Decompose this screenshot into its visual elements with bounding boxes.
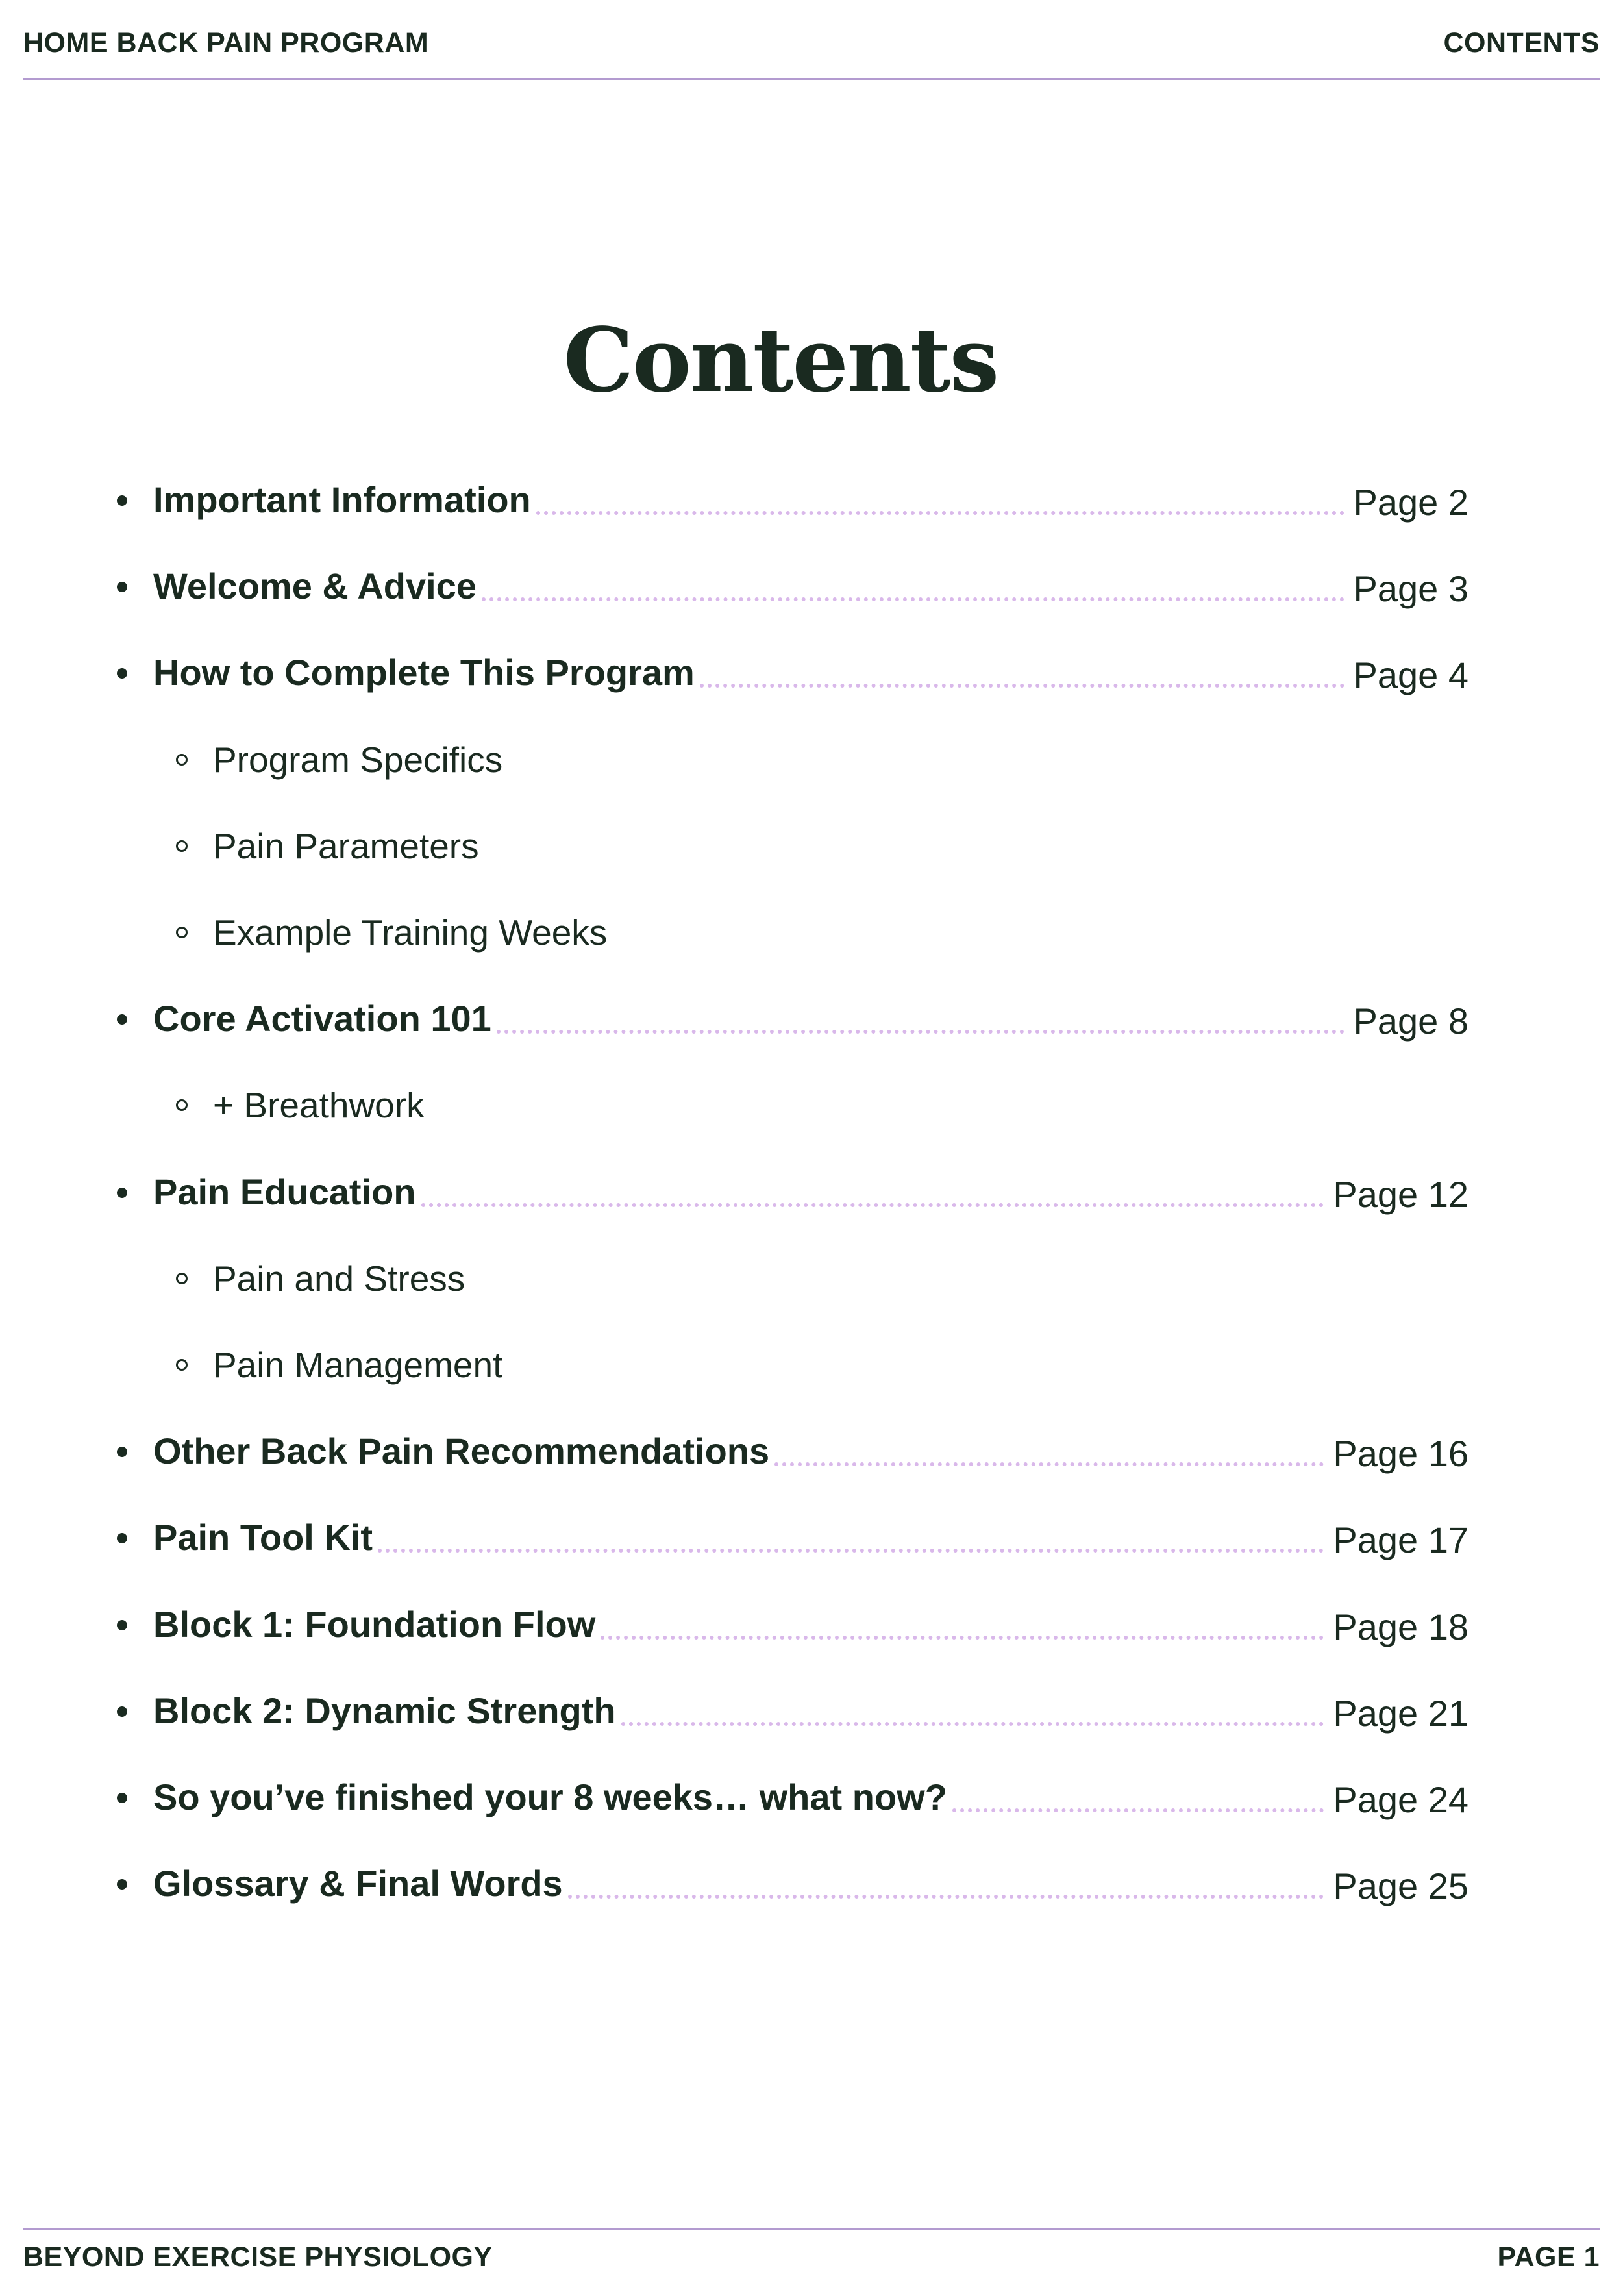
hollow-bullet-icon [176,1273,188,1284]
toc-entry[interactable] [0,1768,1623,1827]
toc-entry[interactable] [0,1682,1623,1740]
toc-entry-label: Glossary & Final Words [153,1863,563,1904]
toc-page-number: Page 18 [1333,1606,1468,1647]
toc-entry[interactable] [0,1163,1623,1221]
toc-subentry [0,1249,1623,1308]
toc-entry-label: Core Activation 101 [153,998,491,1040]
header-program-title: HOME BACK PAIN PROGRAM [23,27,429,58]
bullet-icon [117,1620,127,1630]
dotted-leader [421,1203,1324,1207]
toc-entry[interactable] [0,471,1623,529]
bullet-icon [117,668,127,679]
footer-brand: BEYOND EXERCISE PHYSIOLOGY [23,2241,493,2273]
dotted-leader [497,1030,1344,1034]
toc-subentry-label: Example Training Weeks [213,912,608,953]
toc-entry[interactable] [0,1854,1623,1913]
toc-entry-label: How to Complete This Program [153,652,695,693]
dotted-leader [601,1636,1324,1640]
toc-page-number: Page 16 [1333,1433,1468,1475]
toc-page-number: Page 12 [1333,1173,1468,1215]
toc-page-number: Page 25 [1333,1866,1468,1907]
toc-entry-label: Pain Education [153,1171,416,1212]
dotted-leader [621,1722,1324,1726]
toc-entry-label: Welcome & Advice [153,566,477,607]
toc-subentry [0,1076,1623,1134]
dotted-leader [952,1808,1324,1812]
toc-entry[interactable] [0,557,1623,616]
toc-page-number: Page 24 [1333,1779,1468,1820]
header-divider [23,78,1600,80]
toc-entry[interactable] [0,990,1623,1048]
bullet-icon [117,495,127,506]
toc-subentry [0,730,1623,789]
bullet-icon [117,582,127,592]
hollow-bullet-icon [176,1359,188,1371]
page-header [23,16,1600,70]
dotted-leader [568,1895,1324,1899]
toc-page-number: Page 21 [1333,1692,1468,1734]
bullet-icon [117,1533,127,1543]
dotted-leader [774,1462,1324,1466]
toc-entry-label: Pain Tool Kit [153,1517,373,1558]
toc-subentry-label: Pain Parameters [213,825,479,866]
bullet-icon [117,1879,127,1890]
toc-page-number: Page 4 [1353,655,1468,696]
toc-page-number: Page 8 [1353,1001,1468,1042]
toc-subentry [0,817,1623,875]
toc-subentry [0,903,1623,962]
toc-entry[interactable] [0,643,1623,702]
hollow-bullet-icon [176,927,188,938]
toc-subentry-label: Pain and Stress [213,1258,465,1299]
toc-page-number: Page 2 [1353,482,1468,523]
toc-entry-label: Other Back Pain Recommendations [153,1430,770,1472]
dotted-leader [482,597,1344,601]
toc-subentry-label: + Breathwork [213,1085,425,1126]
header-section-title: CONTENTS [1443,27,1600,58]
toc-page-number: Page 3 [1353,568,1468,610]
hollow-bullet-icon [176,840,188,852]
toc-entry[interactable] [0,1422,1623,1480]
toc-entry-label: Important Information [153,479,531,520]
toc-entry[interactable] [0,1595,1623,1654]
hollow-bullet-icon [176,754,188,766]
toc-entry-label: So you’ve finished your 8 weeks… what now? [153,1777,947,1817]
toc-subentry [0,1336,1623,1394]
toc-subentry-label: Program Specifics [213,739,503,780]
bullet-icon [117,1447,127,1457]
dotted-leader [536,511,1344,515]
page-title: Contents [563,308,998,412]
bullet-icon [117,1014,127,1025]
toc-page-number: Page 17 [1333,1519,1468,1561]
page-footer [23,2230,1600,2284]
toc-subentry-label: Pain Management [213,1345,503,1385]
footer-page-number: PAGE 1 [1497,2241,1600,2273]
bullet-icon [117,1188,127,1198]
toc-entry-label: Block 1: Foundation Flow [153,1603,596,1645]
dotted-leader [700,684,1344,688]
toc-entry[interactable] [0,1508,1623,1567]
hollow-bullet-icon [176,1099,188,1111]
dotted-leader [378,1549,1324,1553]
bullet-icon [117,1793,127,1803]
bullet-icon [117,1706,127,1717]
toc-entry-label: Block 2: Dynamic Strength [153,1690,616,1731]
